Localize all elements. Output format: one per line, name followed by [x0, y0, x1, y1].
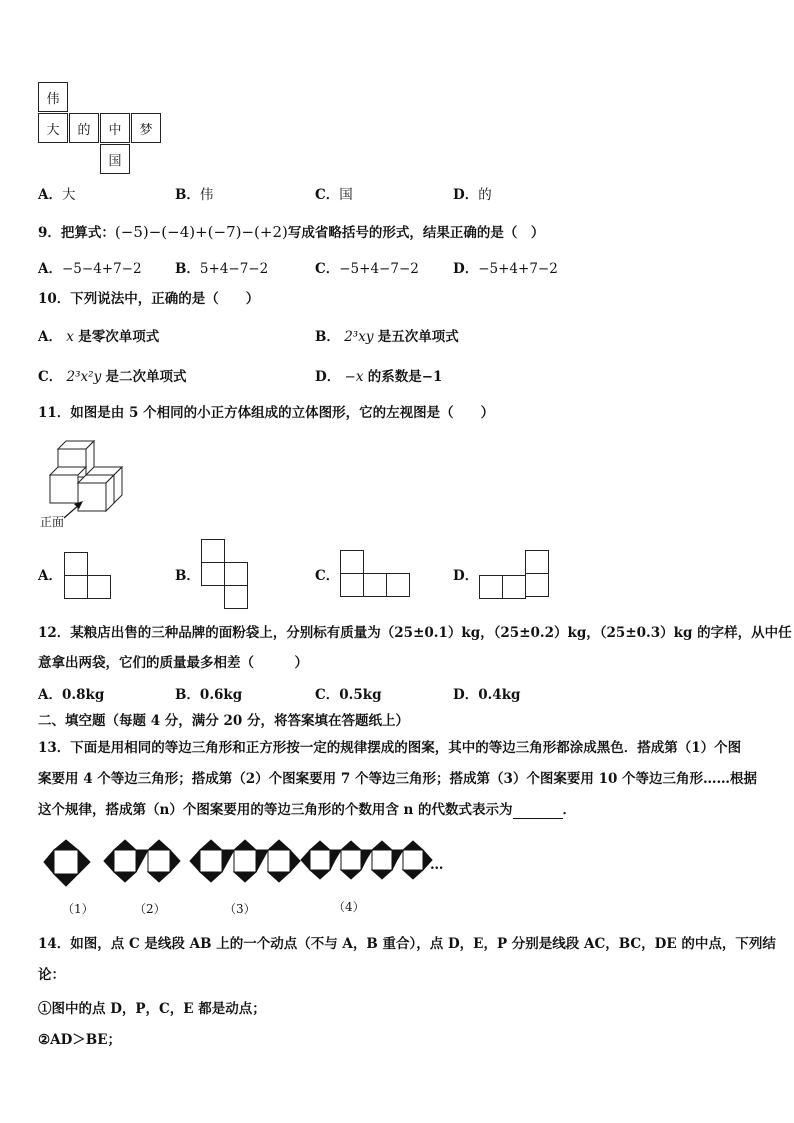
q12-stem-line2: 意拿出两袋，它们的质量最多相差（ ） — [38, 655, 308, 671]
pattern-1 — [44, 840, 90, 886]
q10-option-c[interactable]: C． 2³x²y 是二次单项式 — [38, 369, 187, 385]
q11-stem: 11．如图是由 5 个相同的小正方体组成的立体图形，它的左视图是（ ） — [38, 405, 495, 421]
answer-blank[interactable] — [513, 804, 563, 819]
triangle-pattern-figures — [40, 838, 460, 898]
pattern-3 — [190, 840, 300, 882]
q12-stem-line1: 12．某粮店出售的三种品牌的面粉袋上，分别标有质量为（25±0.1）kg，（25±0.2）kg，（25±0.3）kg 的字样，从中任 — [38, 625, 792, 641]
q13-stem-line1: 13．下面是用相同的等边三角形和正方形按一定的规律摆成的图案，其中的等边三角形都涂成黑色．搭成第（1）个图 — [38, 740, 742, 756]
pattern-label-2: （2） — [134, 902, 166, 916]
net-cell-top: 伟 — [38, 82, 68, 112]
q9-option-d[interactable]: D．−5+4+7−2 — [453, 261, 558, 277]
q8-option-b[interactable]: B．伟 — [175, 187, 214, 203]
q8-option-c[interactable]: C．国 — [315, 187, 353, 203]
q11-option-b-label[interactable]: B． — [175, 568, 200, 584]
q12-option-a[interactable]: A．0.8kg — [38, 687, 105, 703]
q12-option-c[interactable]: C．0.5kg — [315, 687, 382, 703]
q9-option-b[interactable]: B．5+4−7−2 — [175, 261, 269, 277]
pattern-2 — [104, 840, 180, 882]
q14-item-1: ①图中的点 D，P，C，E 都是动点； — [38, 1001, 266, 1017]
arrow-icon — [60, 498, 90, 520]
q10-stem: 10．下列说法中，正确的是（ ） — [38, 291, 260, 307]
q10-option-d[interactable]: D． −x 的系数是−1 — [315, 369, 443, 385]
q8-option-d[interactable]: D．的 — [453, 187, 492, 203]
pattern-label-1: （1） — [62, 902, 94, 916]
q12-option-b[interactable]: B．0.6kg — [175, 687, 243, 703]
section-heading-fill-in: 二、填空题（每题 4 分，满分 20 分，将答案填在答题纸上） — [38, 713, 409, 729]
q14-stem-line2: 论： — [38, 967, 65, 983]
q8-option-a[interactable]: A．大 — [38, 187, 76, 203]
pattern-4 — [301, 841, 432, 879]
front-label: 正面 — [40, 515, 65, 529]
pattern-label-3: （3） — [224, 902, 256, 916]
q12-option-d[interactable]: D．0.4kg — [453, 687, 521, 703]
q14-stem-line1: 14．如图，点 C 是线段 AB 上的一个动点（不与 A，B 重合），点 D，E，P 分别是线段 AC，BC，DE 的中点，下列结 — [38, 936, 776, 952]
q9-option-a[interactable]: A．−5−4+7−2 — [38, 261, 142, 277]
net-cell-1: 大 — [38, 113, 68, 143]
q10-option-a[interactable]: A． x 是零次单项式 — [38, 329, 160, 345]
net-cell-2: 的 — [69, 113, 99, 143]
net-cell-bottom: 国 — [100, 144, 130, 174]
net-cell-3: 中 — [100, 113, 130, 143]
q13-stem-line2: 案要用 4 个等边三角形；搭成第（2）个图案要用 7 个等边三角形；搭成第（3）个图案要用 10 个等边三角形……根据 — [38, 771, 758, 787]
pattern-ellipsis: … — [430, 857, 444, 873]
q9-stem: 9．把算式：(−5)−(−4)+(−7)−(+2)写成省略括号的形式，结果正确的是（ ） — [38, 223, 545, 241]
q13-stem-line3: 这个规律，搭成第（n）个图案要用的等边三角形的个数用含 n 的代数式表示为 ． — [38, 802, 577, 818]
net-cell-4: 梦 — [131, 113, 161, 143]
q9-option-c[interactable]: C．−5+4−7−2 — [315, 261, 419, 277]
q11-option-d-label[interactable]: D． — [453, 568, 479, 584]
q14-item-2: ②AD＞BE； — [38, 1032, 121, 1048]
q11-option-c-label[interactable]: C． — [315, 568, 340, 584]
q11-option-a-label[interactable]: A． — [38, 568, 62, 584]
q10-option-b[interactable]: B． 2³xy 是五次单项式 — [315, 329, 459, 345]
pattern-label-4: （4） — [333, 900, 365, 914]
